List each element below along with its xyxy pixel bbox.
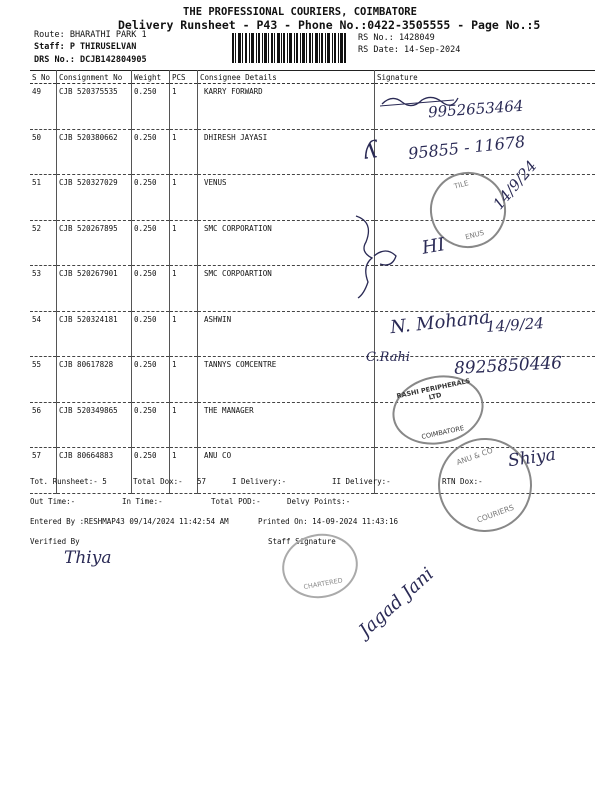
cell-consignment: CJB 520324181 [57,311,132,357]
handwritten-name: N. Mohana [389,306,491,339]
stamp-text: ENUS [464,228,486,242]
verified-by: Verified By [30,537,80,546]
tot-runsheet: Tot. Runsheet:- 5 [30,477,107,486]
cell-pcs: 1 [170,129,198,175]
consignee-name: THE MANAGER [204,405,254,415]
cell-consignee [198,448,375,494]
col-header-pcs: PCS [170,71,198,84]
cell-consignee [198,175,375,221]
entered-by: Entered By :RESHMAP43 09/14/2024 11:42:54 AM [30,517,229,526]
rs-number: RS No.: 1428049 [358,33,435,43]
col-header-signature: Signature [375,71,596,84]
drs-number: DRS No.: DCJB142804905 [34,55,147,65]
cell-consignment: CJB 80617828 [57,357,132,403]
cell-consignee [198,266,375,312]
consignee-name: KARRY FORWARD [204,87,263,96]
staff: Staff: P THIRUSELVAN [34,42,137,52]
cell-consignee [198,402,375,448]
cell-weight: 0.250 [132,448,170,494]
cell-weight: 0.250 [132,175,170,221]
rtn-dox: RTN Dox:- [442,477,483,486]
cell-weight: 0.250 [132,84,170,130]
cell-consignee [198,129,375,175]
cell-consignee [198,311,375,357]
staff-signature-label: Staff Signature [268,537,336,546]
cell-consignee [198,220,375,266]
stamp-text: COIMBATORE [420,424,465,441]
bracket-signature [352,212,422,302]
cell-sno: 51 [30,175,57,221]
handwritten-date: 14/9/24 [489,157,541,213]
consignee-name: DHIRESH JAYASI [204,132,268,142]
staff-signature: Jagad Jani [354,563,438,642]
company-name: THE PROFESSIONAL COURIERS, COIMBATORE [183,6,417,18]
consignee-name: ASHWIN [204,314,232,324]
i-delivery: I Delivery:- [232,477,287,486]
ii-delivery: II Delivery:- [332,477,391,486]
total-dox-value: 57 [197,477,207,486]
verified-signature: Thiya [64,548,112,568]
cell-sno: 50 [30,129,57,175]
cell-consignment: CJB 520267895 [57,220,132,266]
cell-sno: 54 [30,311,57,357]
runsheet-title: Delivery Runsheet - P43 - Phone No.:0422-3505555 - Page No.:5 [118,18,541,32]
stamp-text: COURIERS [475,502,516,525]
cell-consignee [198,84,375,130]
cell-weight: 0.250 [132,220,170,266]
cell-weight: 0.250 [132,266,170,312]
cell-weight: 0.250 [132,311,170,357]
stamp-text: RASHI PERIPHERALS LTD [395,376,471,402]
cell-sno: 56 [30,402,57,448]
total-dox-label: Total Dox:- [133,477,183,486]
cell-sno: 57 [30,448,57,494]
cell-pcs: 1 [170,175,198,221]
cell-consignee [198,357,375,403]
handwritten-date: 14/9/24 [485,314,545,336]
cell-pcs: 1 [170,311,198,357]
total-pod: Total POD:- [211,497,261,506]
stamp-text: CHARTERED [302,576,344,592]
table-header-row [30,71,595,84]
consignee-name: SMC CORPOARTION [204,269,272,278]
handwritten-name: Shiya [506,444,557,472]
consignee-name: SMC CORPORATION [204,223,272,233]
cell-consignment: CJB 520349865 [57,402,132,448]
cell-pcs: 1 [170,220,198,266]
cell-pcs: 1 [170,357,198,403]
cell-weight: 0.250 [132,129,170,175]
cell-consignment: CJB 520375535 [57,84,132,130]
cell-weight: 0.250 [132,402,170,448]
handwritten-phone: 9952653464 [427,96,524,122]
cell-weight: 0.250 [132,357,170,403]
consignee-name: TANNYS COMCENTRE [204,360,277,369]
rs-date: RS Date: 14-Sep-2024 [358,45,461,55]
col-header-sno: S No [30,71,57,84]
handwritten-initial: ʎ [362,135,380,165]
cell-consignment: CJB 520327029 [57,175,132,221]
handwritten-phone: 95855 - 11678 [407,131,527,164]
route: Route: BHARATHI PARK 1 [34,30,147,40]
stamp-text: TILE [453,179,470,191]
cell-consignment: CJB 520267901 [57,266,132,312]
cell-pcs: 1 [170,266,198,312]
handwritten-text: HI [420,234,447,259]
consignee-name: VENUS [204,178,227,187]
cell-pcs: 1 [170,402,198,448]
cell-pcs: 1 [170,448,198,494]
barcode [232,33,347,63]
printed-on: Printed On: 14-09-2024 11:43:16 [258,517,398,526]
cell-sno: 55 [30,357,57,403]
cell-consignment: CJB 520380662 [57,129,132,175]
consignee-name: ANU CO [204,451,232,460]
col-header-consignment: Consignment No [57,71,132,84]
cell-sno: 49 [30,84,57,130]
cell-pcs: 1 [170,84,198,130]
delvy-points: Delvy Points:- [287,497,351,506]
in-time: In Time:- [122,497,163,506]
cell-sno: 53 [30,266,57,312]
table-row [30,266,595,312]
col-header-weight: Weight [132,71,170,84]
handwritten-name: C.Rahi [366,350,410,365]
cell-sno: 52 [30,220,57,266]
stamp-text: ANU & CO [455,445,494,468]
out-time: Out Time:- [30,497,76,506]
handwritten-phone: 8925850446 [453,353,563,379]
cell-consignment: CJB 80664883 [57,448,132,494]
col-header-consignee: Consignee Details [198,71,375,84]
table-row [30,220,595,266]
